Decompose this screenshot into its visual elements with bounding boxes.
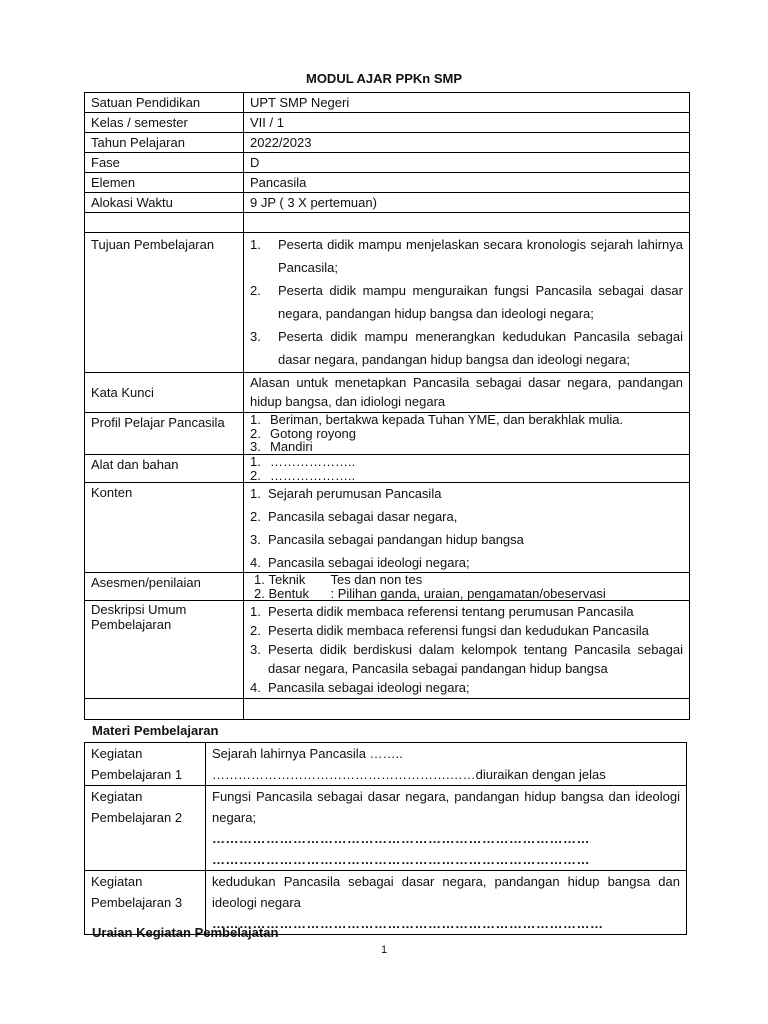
tahun-value: 2022/2023 — [244, 133, 690, 153]
empty-cell — [85, 213, 244, 233]
elemen-label: Elemen — [85, 173, 244, 193]
document-title: MODUL AJAR PPKn SMP — [305, 71, 462, 86]
konten-label: Konten — [85, 483, 244, 573]
tujuan-cell — [244, 233, 690, 373]
konten-cell — [244, 483, 690, 573]
page-number: 1 — [380, 944, 388, 956]
deskripsi-label: Deskripsi Umum Pembelajaran — [85, 601, 244, 699]
kegiatan-label: Kegiatan Pembelajaran 1 — [85, 743, 206, 786]
kegiatan-label: Kegiatan Pembelajaran 3 — [85, 871, 206, 935]
list-item: 2. Pancasila sebagai dasar negara, — [250, 509, 458, 524]
elemen-value: Pancasila — [244, 173, 690, 193]
alokasi-label: Alokasi Waktu — [85, 193, 244, 213]
kata-kunci-label: Kata Kunci — [85, 373, 244, 413]
list-item: 1. Peserta didik mampu menjelaskan secara kronologis sejarah lahirnya Pancasila; — [250, 237, 683, 275]
list-item: 4. Pancasila sebagai ideologi negara; — [250, 680, 470, 695]
asesmen-item: 2. Bentuk : Pilihan ganda, uraian, pengamatan/obeservasi — [254, 585, 606, 601]
kegiatan-content: Fungsi Pancasila sebagai dasar negara, pandangan hidup bangsa dan ideologi negara; ………………………………………………………………………… ………………………………………………………………………… — [206, 786, 687, 871]
asesmen-item: 1. Teknik Tes dan non tes — [254, 572, 423, 587]
materi-table — [84, 742, 687, 935]
deskripsi-cell — [244, 601, 690, 699]
kelas-label: Kelas / semester — [85, 113, 244, 133]
uraian-heading: Uraian Kegiatan Pembelajatan — [92, 925, 279, 940]
kelas-value: VII / 1 — [244, 113, 690, 133]
list-item: 2. ……………….. — [250, 467, 356, 483]
alat-label: Alat dan bahan — [85, 455, 244, 483]
materi-heading: Materi Pembelajaran — [92, 723, 219, 738]
list-item: 4. Pancasila sebagai ideologi negara; — [250, 555, 470, 570]
list-item: 1. Sejarah perumusan Pancasila — [250, 486, 442, 501]
asesmen-label: Asesmen/penilaian — [85, 573, 244, 601]
satuan-value: UPT SMP Negeri — [244, 93, 690, 113]
alat-cell — [244, 455, 690, 483]
profil-label: Profil Pelajar Pancasila — [85, 413, 244, 455]
list-item: 1. Beriman, bertakwa kepada Tuhan YME, dan berakhlak mulia. — [250, 412, 624, 427]
kegiatan-label: Kegiatan Pembelajaran 2 — [85, 786, 206, 871]
asesmen-cell — [244, 573, 690, 601]
kegiatan-content: Sejarah lahirnya Pancasila …….. ……………………………………………….……diuraikan dengan jelas — [206, 743, 687, 786]
module-info-table — [84, 92, 690, 720]
list-item: 3. Mandiri — [250, 439, 313, 454]
fase-label: Fase — [85, 153, 244, 173]
list-item: 2. Peserta didik membaca referensi fungsi dan kedudukan Pancasila — [250, 623, 649, 638]
empty-cell — [85, 699, 244, 720]
list-item: 2. Peserta didik mampu menguraikan fungsi Pancasila sebagai dasar negara, pandangan hidup bangsa dan ideologi negara; — [250, 283, 683, 321]
fase-value: D — [244, 153, 690, 173]
list-item: 3. Peserta didik mampu menerangkan kedudukan Pancasila sebagai dasar negara, pandangan hidup bangsa dan ideologi negara; — [250, 329, 683, 367]
list-item: 3. Pancasila sebagai pandangan hidup bangsa — [250, 532, 524, 547]
tujuan-label: Tujuan Pembelajaran — [85, 233, 244, 373]
list-item: 3. Peserta didik berdiskusi dalam kelompok tentang Pancasila sebagai dasar negara, Pancasila sebagai pandangan hidup bangsa — [250, 642, 683, 676]
list-item: 1. ……………….. — [250, 454, 356, 469]
satuan-label: Satuan Pendidikan — [85, 93, 244, 113]
list-item: 2. Gotong royong — [250, 425, 357, 441]
tahun-label: Tahun Pelajaran — [85, 133, 244, 153]
kegiatan-content: kedudukan Pancasila sebagai dasar negara, pandangan hidup bangsa dan ideologi negara …………………………………………………………………………… — [206, 871, 687, 935]
profil-cell — [244, 413, 690, 455]
list-item: 1. Peserta didik membaca referensi tentang perumusan Pancasila — [250, 604, 634, 619]
kata-kunci-value: Alasan untuk menetapkan Pancasila sebagai dasar negara, pandangan hidup bangsa, dan idiologi negara — [244, 373, 690, 413]
empty-cell — [244, 213, 690, 233]
alokasi-value: 9 JP ( 3 X pertemuan) — [244, 193, 690, 213]
empty-cell — [244, 699, 690, 720]
